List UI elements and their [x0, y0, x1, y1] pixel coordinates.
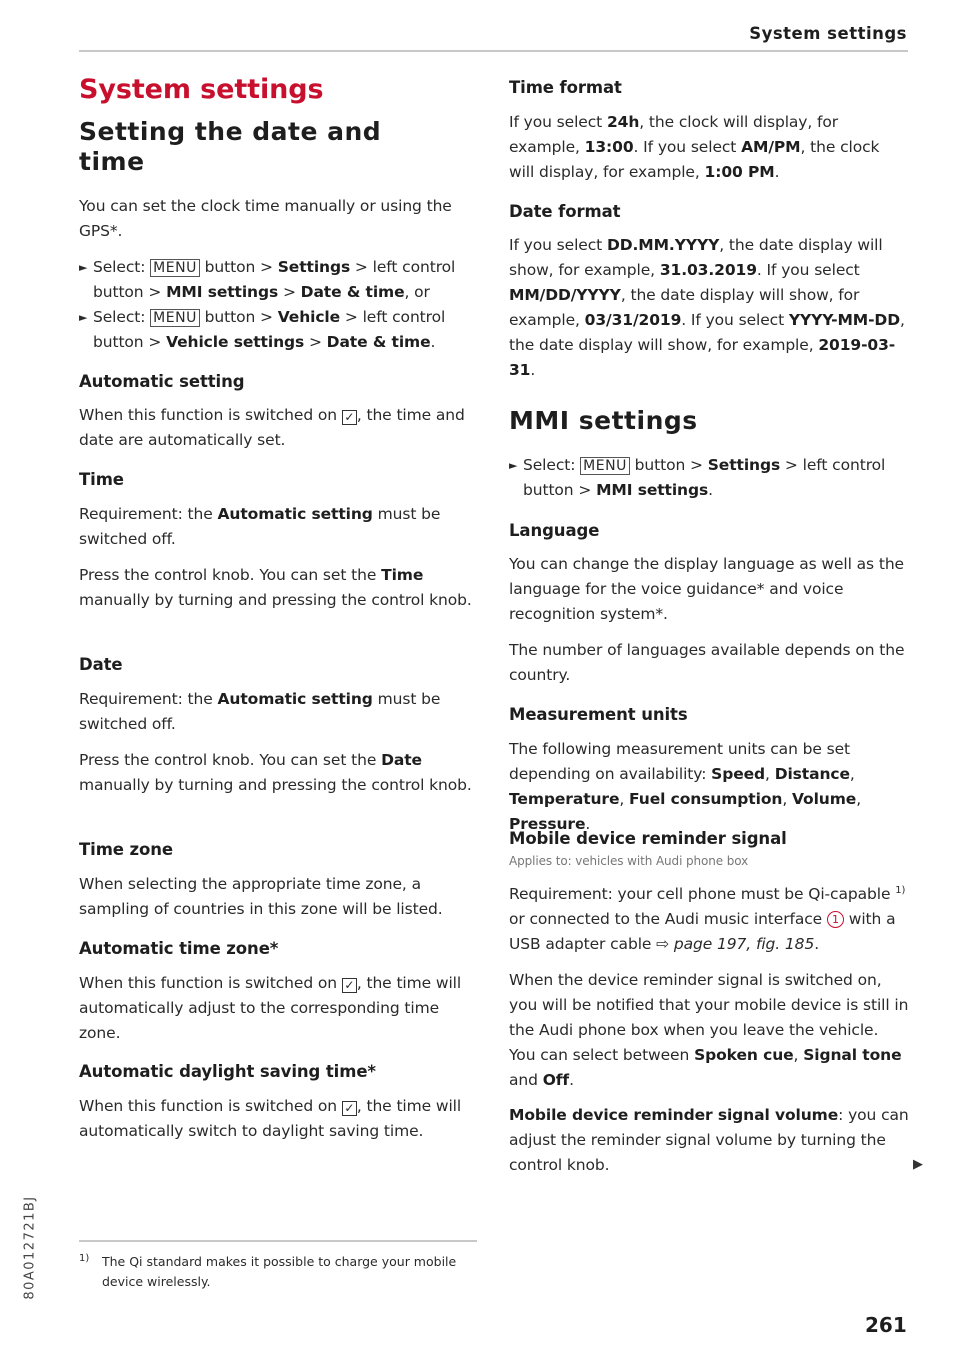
- callout-number-icon: 1: [827, 911, 844, 928]
- text-run: button >: [199, 308, 278, 326]
- footnote-rule: [79, 1240, 477, 1242]
- text-run: , the date display will show, for example,: [509, 236, 883, 279]
- heading-automatic-setting: Automatic setting: [79, 372, 245, 391]
- text-run: Requirement: the: [79, 690, 218, 708]
- steps-list: [79, 255, 479, 355]
- text-run: .: [708, 481, 713, 499]
- bold-term: Date & time: [300, 283, 405, 301]
- text-run: Press the control knob. You can set the: [79, 751, 382, 769]
- footnote-ref: 1): [895, 884, 906, 896]
- text-run: >: [304, 333, 327, 351]
- bold-term: Off: [542, 1071, 570, 1089]
- automatic-time-zone-text: [79, 971, 479, 1046]
- text-run: .: [530, 361, 536, 379]
- text-run: >: [278, 283, 301, 301]
- bullet-icon: ►: [509, 459, 518, 472]
- checkbox-checked-icon: ✓: [342, 978, 357, 993]
- text-run: > left control button >: [93, 308, 446, 351]
- text-run: . If you select: [756, 261, 860, 279]
- text-run: ,: [793, 1046, 804, 1064]
- heading-mmi-settings: MMI settings: [509, 406, 698, 435]
- time-requirement: [79, 502, 479, 552]
- bold-term: Mobile device reminder signal volume: [509, 1106, 839, 1124]
- bold-term: MMI settings: [596, 481, 709, 499]
- bold-term: Fuel consumption: [629, 790, 783, 808]
- text-run: If you select: [509, 113, 607, 131]
- heading-automatic-time-zone: Automatic time zone*: [79, 939, 279, 958]
- footnote: [79, 1252, 479, 1292]
- text-run: .: [814, 935, 820, 953]
- text-run: When the device reminder signal is switched on, you will be notified that your mobile device is still in the Audi phone box when you leave the vehicle. You can select between: [509, 971, 909, 1064]
- heading-time: Time: [79, 470, 124, 489]
- section-title: System settings: [79, 74, 324, 105]
- step-item: [79, 305, 479, 355]
- intro-text: You can set the clock time manually or using the GPS*.: [79, 197, 452, 240]
- time-format-text: [509, 110, 909, 185]
- text-run: , the date display will show, for example,: [509, 311, 905, 354]
- text-run: button >: [629, 456, 708, 474]
- page-reference-link[interactable]: ⇨ page 197, fig. 185: [656, 935, 815, 953]
- text-run: , the time and date are automatically set.: [79, 406, 465, 449]
- bold-term: Vehicle settings: [166, 333, 305, 351]
- time-zone-text: When selecting the appropriate time zone, a sampling of countries in this zone will be listed.: [79, 875, 443, 918]
- checkbox-checked-icon: ✓: [342, 1101, 357, 1116]
- text-run: ,: [849, 765, 855, 783]
- daylight-saving-text: [79, 1094, 479, 1144]
- bold-term: MM/DD/YYYY: [509, 286, 621, 304]
- bold-term: Signal tone: [803, 1046, 902, 1064]
- heading-date-format: Date format: [509, 202, 621, 221]
- applies-to-note: Applies to: vehicles with Audi phone box: [509, 854, 749, 868]
- bold-term: Settings: [277, 258, 351, 276]
- text-run: The following measurement units can be set depending on availability:: [509, 740, 851, 783]
- footnote-text: The Qi standard makes it possible to charge your mobile device wirelessly.: [102, 1254, 457, 1289]
- date-requirement: [79, 687, 479, 737]
- bold-term: Spoken cue: [694, 1046, 794, 1064]
- text-run: manually by turning and pressing the control knob.: [79, 776, 472, 794]
- bold-term: Automatic setting: [217, 505, 373, 523]
- text-run: Select:: [523, 456, 581, 474]
- text-run: with a USB adapter cable: [509, 910, 896, 953]
- text-run: , the clock will display, for example,: [509, 113, 839, 156]
- measurement-units-text: [509, 737, 909, 837]
- document-code: 80A012721BJ: [22, 1195, 38, 1300]
- text-run: : you can adjust the reminder signal volume by turning the control knob.: [509, 1106, 909, 1174]
- bold-term: Date & time: [326, 333, 431, 351]
- text-run: , the clock will display, for example,: [509, 138, 880, 181]
- bold-term: DD.MM.YYYY: [606, 236, 720, 254]
- text-run: , the time will automatically adjust to the corresponding time zone.: [79, 974, 462, 1042]
- bold-term: 1:00 PM: [704, 163, 775, 181]
- step-text: [93, 308, 445, 351]
- menu-key-label: MENU: [580, 457, 630, 475]
- automatic-setting-text: [79, 403, 479, 453]
- bold-term: 13:00: [584, 138, 634, 156]
- bold-term: MMI settings: [166, 283, 279, 301]
- text-run: .: [585, 815, 591, 833]
- text-run: , the date display will show, for example,: [509, 286, 860, 329]
- text-run: Press the control knob. You can set the: [79, 566, 382, 584]
- menu-key-label: MENU: [150, 309, 200, 327]
- mmi-step: [509, 453, 909, 503]
- text-run: When this function is switched on: [79, 1097, 342, 1115]
- text-run: ,: [856, 790, 862, 808]
- page-number: 261: [865, 1313, 907, 1337]
- time-instructions: [79, 563, 479, 613]
- step-text: [523, 456, 885, 499]
- text-run: ,: [765, 765, 775, 783]
- bold-term: 2019-03-31: [509, 336, 896, 379]
- step-text: [93, 258, 455, 301]
- bold-term: Speed: [711, 765, 766, 783]
- bold-term: Distance: [774, 765, 850, 783]
- bold-term: Time: [381, 566, 424, 584]
- bold-term: Volume: [791, 790, 857, 808]
- continue-arrow-icon: ▶: [913, 1157, 923, 1172]
- text-run: and: [509, 1071, 543, 1089]
- bold-term: Vehicle: [277, 308, 341, 326]
- language-count-text: The number of languages available depends on the country.: [509, 641, 905, 684]
- text-run: , or: [404, 283, 430, 301]
- text-run: If you select: [509, 236, 607, 254]
- text-run: . If you select: [633, 138, 742, 156]
- checkbox-checked-icon: ✓: [342, 410, 357, 425]
- bold-term: Automatic setting: [217, 690, 373, 708]
- date-instructions: [79, 748, 479, 798]
- reminder-description: [509, 968, 909, 1093]
- menu-key-label: MENU: [150, 259, 200, 277]
- bold-term: AM/PM: [741, 138, 801, 156]
- bold-term: Settings: [707, 456, 781, 474]
- text-run: button >: [199, 258, 278, 276]
- bold-term: Pressure: [509, 815, 586, 833]
- text-run: Requirement: the: [79, 505, 218, 523]
- reminder-volume-text: [509, 1103, 909, 1178]
- text-run: Select:: [93, 258, 151, 276]
- bold-term: Temperature: [509, 790, 620, 808]
- heading-time-format: Time format: [509, 78, 622, 97]
- text-run: Select:: [93, 308, 151, 326]
- text-run: must be switched off.: [79, 505, 441, 548]
- text-run: .: [774, 163, 780, 181]
- text-run: When this function is switched on: [79, 974, 342, 992]
- bold-term: 03/31/2019: [584, 311, 682, 329]
- text-run: . If you select: [681, 311, 789, 329]
- text-run: .: [569, 1071, 574, 1089]
- heading-measurement-units: Measurement units: [509, 705, 688, 724]
- bold-term: Date: [381, 751, 422, 769]
- bold-term: YYYY-MM-DD: [788, 311, 900, 329]
- text-run: , the time will automatically switch to daylight saving time.: [79, 1097, 462, 1140]
- page-title: Setting the date and time: [79, 117, 382, 176]
- footnote-mark: 1): [79, 1253, 90, 1264]
- text-run: ,: [619, 790, 630, 808]
- heading-time-zone: Time zone: [79, 840, 174, 859]
- language-text: You can change the display language as well as the language for the voice guidance* and voice recognition system*.: [509, 555, 904, 623]
- text-run: manually by turning and pressing the control knob.: [79, 591, 472, 609]
- text-run: or connected to the Audi music interface: [509, 910, 827, 928]
- reminder-requirement: [509, 882, 909, 957]
- text-run: must be switched off.: [79, 690, 441, 733]
- bullet-icon: ►: [79, 311, 88, 324]
- text-run: Requirement: your cell phone must be Qi-capable: [509, 885, 896, 903]
- bold-term: 24h: [606, 113, 640, 131]
- text-run: > left control button >: [523, 456, 886, 499]
- heading-date: Date: [79, 655, 123, 674]
- text-run: > left control button >: [93, 258, 456, 301]
- step-item: [79, 255, 479, 305]
- running-header: System settings: [749, 24, 907, 43]
- text-run: When this function is switched on: [79, 406, 342, 424]
- header-rule: [79, 50, 908, 52]
- text-run: .: [430, 333, 436, 351]
- heading-language: Language: [509, 521, 600, 540]
- heading-daylight-saving: Automatic daylight saving time*: [79, 1062, 376, 1081]
- bullet-icon: ►: [79, 261, 88, 274]
- text-run: ,: [782, 790, 792, 808]
- heading-mobile-device-reminder: Mobile device reminder signal: [509, 829, 787, 848]
- bold-term: 31.03.2019: [659, 261, 757, 279]
- date-format-text: [509, 233, 909, 383]
